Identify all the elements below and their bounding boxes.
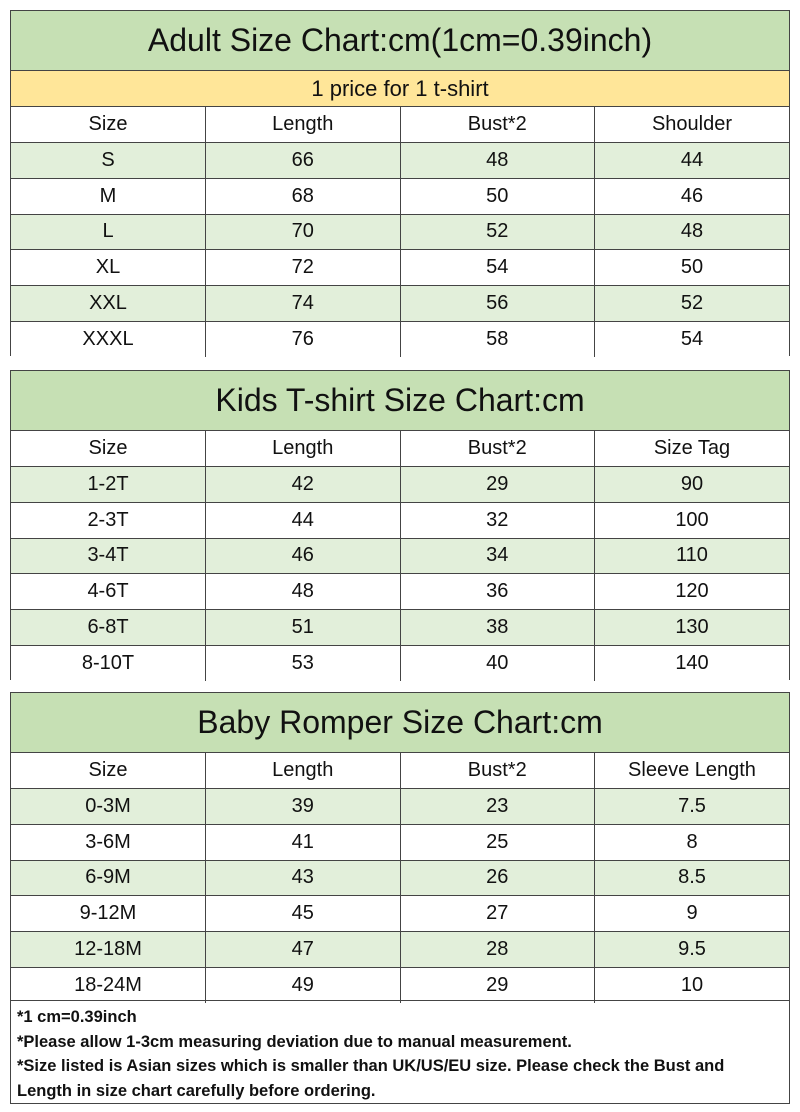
table-cell: 90 <box>595 467 790 503</box>
table-cell: 42 <box>206 467 401 503</box>
table-cell: 50 <box>595 250 790 286</box>
table-cell: 58 <box>400 321 595 357</box>
table-row <box>11 250 789 286</box>
table-cell: 130 <box>595 609 790 645</box>
table-cell: XXL <box>11 285 206 321</box>
table-cell: 6-8T <box>11 609 206 645</box>
table-row <box>11 574 789 610</box>
table-cell: 50 <box>400 178 595 214</box>
price-note: 1 price for 1 t-shirt <box>11 71 789 107</box>
table-row <box>11 285 789 321</box>
table-header-row <box>11 753 789 789</box>
table-cell: 6-9M <box>11 860 206 896</box>
table-cell: 54 <box>400 250 595 286</box>
table-cell: 41 <box>206 824 401 860</box>
table-cell: 25 <box>400 824 595 860</box>
table-cell: 70 <box>206 214 401 250</box>
note-line: *Size listed is Asian sizes which is smaller than UK/US/EU size. Please check the Bust and Length in size chart carefully before ordering. <box>17 1057 725 1100</box>
table-row <box>11 931 789 967</box>
table-row <box>11 538 789 574</box>
table-cell: 7.5 <box>595 789 790 825</box>
adult-size-table <box>11 107 789 357</box>
kids-size-table <box>11 431 789 681</box>
baby-size-table <box>11 753 789 1003</box>
table-cell: 9-12M <box>11 896 206 932</box>
table-cell: 48 <box>400 143 595 179</box>
note-line: *1 cm=0.39inch <box>17 1008 137 1026</box>
table-cell: 26 <box>400 860 595 896</box>
table-cell: 66 <box>206 143 401 179</box>
column-header: Bust*2 <box>400 431 595 467</box>
column-header: Length <box>206 107 401 143</box>
table-cell: XL <box>11 250 206 286</box>
table-cell: 44 <box>595 143 790 179</box>
table-cell: 72 <box>206 250 401 286</box>
table-cell: 9 <box>595 896 790 932</box>
adult-chart-title: Adult Size Chart:cm(1cm=0.39inch) <box>11 11 789 71</box>
table-cell: 1-2T <box>11 467 206 503</box>
table-cell: 46 <box>595 178 790 214</box>
table-cell: 74 <box>206 285 401 321</box>
table-cell: 0-3M <box>11 789 206 825</box>
column-header: Length <box>206 431 401 467</box>
column-header: Length <box>206 753 401 789</box>
table-cell: 100 <box>595 502 790 538</box>
column-header: Size <box>11 107 206 143</box>
table-row <box>11 824 789 860</box>
table-cell: 51 <box>206 609 401 645</box>
table-cell: 120 <box>595 574 790 610</box>
table-cell: 46 <box>206 538 401 574</box>
table-cell: 76 <box>206 321 401 357</box>
table-cell: 29 <box>400 467 595 503</box>
table-cell: 44 <box>206 502 401 538</box>
table-cell: 140 <box>595 645 790 681</box>
table-row <box>11 214 789 250</box>
table-cell: 32 <box>400 502 595 538</box>
table-cell: S <box>11 143 206 179</box>
table-cell: 48 <box>595 214 790 250</box>
table-row <box>11 789 789 825</box>
table-row <box>11 502 789 538</box>
table-cell: 43 <box>206 860 401 896</box>
table-cell: 54 <box>595 321 790 357</box>
table-cell: 18-24M <box>11 967 206 1003</box>
table-cell: 52 <box>400 214 595 250</box>
column-header: Bust*2 <box>400 107 595 143</box>
table-row <box>11 321 789 357</box>
column-header: Size <box>11 753 206 789</box>
table-cell: 9.5 <box>595 931 790 967</box>
table-cell: 8 <box>595 824 790 860</box>
table-row <box>11 178 789 214</box>
table-cell: 28 <box>400 931 595 967</box>
adult-size-chart <box>10 10 790 356</box>
table-cell: 4-6T <box>11 574 206 610</box>
table-row <box>11 860 789 896</box>
table-row <box>11 467 789 503</box>
table-cell: 40 <box>400 645 595 681</box>
table-cell: L <box>11 214 206 250</box>
kids-chart-title: Kids T-shirt Size Chart:cm <box>11 371 789 431</box>
kids-size-chart <box>10 370 790 680</box>
column-header: Sleeve Length <box>595 753 790 789</box>
table-cell: 56 <box>400 285 595 321</box>
column-header: Size <box>11 431 206 467</box>
table-cell: 23 <box>400 789 595 825</box>
table-cell: 29 <box>400 967 595 1003</box>
table-row <box>11 645 789 681</box>
table-header-row <box>11 107 789 143</box>
table-cell: 47 <box>206 931 401 967</box>
table-cell: 49 <box>206 967 401 1003</box>
table-cell: 2-3T <box>11 502 206 538</box>
table-cell: 8-10T <box>11 645 206 681</box>
table-cell: 10 <box>595 967 790 1003</box>
table-cell: 38 <box>400 609 595 645</box>
table-row <box>11 967 789 1003</box>
table-cell: 12-18M <box>11 931 206 967</box>
table-row <box>11 896 789 932</box>
baby-chart-title: Baby Romper Size Chart:cm <box>11 693 789 753</box>
table-cell: 8.5 <box>595 860 790 896</box>
table-cell: 52 <box>595 285 790 321</box>
table-header-row <box>11 431 789 467</box>
table-cell: M <box>11 178 206 214</box>
size-notes <box>10 1000 790 1104</box>
table-cell: 36 <box>400 574 595 610</box>
table-cell: 34 <box>400 538 595 574</box>
table-cell: 27 <box>400 896 595 932</box>
table-row <box>11 609 789 645</box>
table-cell: 45 <box>206 896 401 932</box>
table-cell: 3-6M <box>11 824 206 860</box>
column-header: Shoulder <box>595 107 790 143</box>
table-cell: 39 <box>206 789 401 825</box>
column-header: Bust*2 <box>400 753 595 789</box>
column-header: Size Tag <box>595 431 790 467</box>
table-row <box>11 143 789 179</box>
table-cell: XXXL <box>11 321 206 357</box>
table-cell: 68 <box>206 178 401 214</box>
note-line: *Please allow 1-3cm measuring deviation due to manual measurement. <box>17 1032 572 1051</box>
baby-size-chart <box>10 692 790 1002</box>
table-cell: 110 <box>595 538 790 574</box>
table-cell: 3-4T <box>11 538 206 574</box>
table-cell: 48 <box>206 574 401 610</box>
table-cell: 53 <box>206 645 401 681</box>
